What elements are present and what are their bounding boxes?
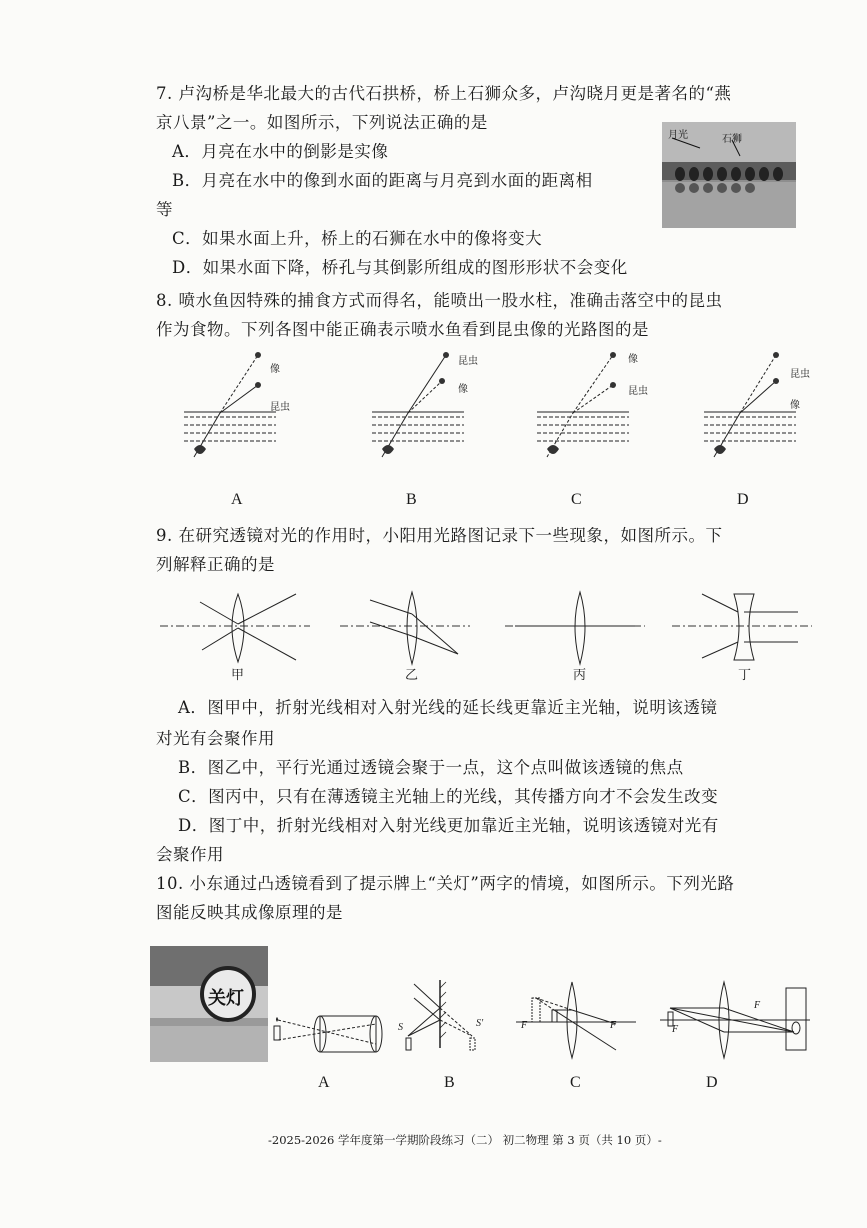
q7-option-d: D．如果水面下降，桥孔与其倒影所组成的图形形状不会变化 bbox=[172, 258, 628, 277]
lens-c-focus-right: F bbox=[610, 1020, 617, 1031]
photo-label-moonlight: 月光 bbox=[668, 130, 688, 141]
lens-label-jia: 甲 bbox=[231, 667, 245, 682]
q10-option-b-label: B bbox=[444, 1074, 455, 1091]
q9-option-a-line2: 对光有会聚作用 bbox=[156, 729, 275, 748]
q7-option-b-line2: 等 bbox=[156, 200, 173, 219]
fish-diagram-c bbox=[533, 345, 633, 470]
q8-option-a-label: A bbox=[231, 491, 243, 508]
magnifier-photo bbox=[150, 946, 268, 1062]
fish-diagram-a bbox=[180, 345, 280, 470]
photo-label-stone-lion: 石狮 bbox=[722, 134, 742, 145]
q9-option-d-line2: 会聚作用 bbox=[156, 845, 224, 864]
q7-stem-line1: 7. 卢沟桥是华北最大的古代石拱桥，桥上石狮众多，卢沟晓月更是著名的“燕 bbox=[156, 84, 732, 103]
lens-label-ding: 丁 bbox=[738, 667, 752, 682]
q9-option-d-line1: D．图丁中，折射光线相对入射光线更加靠近主光轴，说明该透镜对光有 bbox=[178, 816, 719, 835]
mirror-label-s-prime: S' bbox=[476, 1018, 484, 1029]
optics-diagram-a bbox=[270, 1000, 390, 1070]
q8-option-b-label: B bbox=[406, 491, 417, 508]
q10-option-d-label: D bbox=[706, 1074, 718, 1091]
lens-d-focus-left: F bbox=[672, 1024, 679, 1035]
lens-diagram-yi bbox=[340, 588, 470, 668]
lens-diagram-jia bbox=[160, 588, 310, 668]
fig-c-label-image: 像 bbox=[628, 354, 638, 365]
page-footer: -2025-2026 学年度第一学期阶段练习（二） 初二物理 第 3 页（共 10 页）- bbox=[268, 1133, 662, 1147]
fig-a-label-insect: 昆虫 bbox=[270, 402, 290, 413]
lens-d-focus-right: F bbox=[754, 1000, 761, 1011]
q10-option-a-label: A bbox=[318, 1074, 330, 1091]
fig-b-label-image: 像 bbox=[458, 384, 468, 395]
fish-diagram-b bbox=[368, 345, 468, 470]
q7-option-a: A．月亮在水中的倒影是实像 bbox=[172, 142, 389, 161]
fig-d-label-insect: 昆虫 bbox=[790, 369, 810, 380]
lens-label-bing: 丙 bbox=[573, 667, 587, 682]
q9-option-c: C．图丙中，只有在薄透镜主光轴上的光线，其传播方向才不会发生改变 bbox=[178, 787, 719, 806]
q9-option-a-line1: A．图甲中，折射光线相对入射光线的延长线更靠近主光轴，说明该透镜 bbox=[178, 698, 718, 717]
q10-stem-line2: 图能反映其成像原理的是 bbox=[156, 903, 343, 922]
q8-stem-line2: 作为食物。下列各图中能正确表示喷水鱼看到昆虫像的光路图的是 bbox=[156, 320, 649, 339]
q7-option-b-line1: B．月亮在水中的像到水面的距离与月亮到水面的距离相 bbox=[172, 171, 593, 190]
q9-stem-line2: 列解释正确的是 bbox=[156, 555, 275, 574]
q7-option-c: C．如果水面上升，桥上的石狮在水中的像将变大 bbox=[172, 229, 543, 248]
fig-c-label-insect: 昆虫 bbox=[628, 386, 648, 397]
lens-label-yi: 乙 bbox=[405, 667, 419, 682]
q8-option-d-label: D bbox=[737, 491, 749, 508]
lens-diagram-bing bbox=[505, 588, 645, 668]
fig-b-label-insect: 昆虫 bbox=[458, 356, 478, 367]
magnifier-sign-text: 关灯 bbox=[208, 988, 244, 1008]
bridge-photo bbox=[662, 122, 796, 228]
fig-d-label-image: 像 bbox=[790, 400, 800, 411]
fish-diagram-d bbox=[700, 345, 800, 470]
q8-stem-line1: 8. 喷水鱼因特殊的捕食方式而得名，能喷出一股水柱，准确击落空中的昆虫 bbox=[156, 291, 723, 310]
mirror-label-s: S bbox=[398, 1022, 403, 1033]
q10-stem-line1: 10. 小东通过凸透镜看到了提示牌上“关灯”两字的情境，如图所示。下列光路 bbox=[156, 874, 735, 893]
lens-c-focus-left: F bbox=[521, 1020, 528, 1031]
optics-diagram-c bbox=[516, 980, 636, 1060]
lens-diagram-ding bbox=[672, 588, 812, 668]
q9-option-b: B．图乙中，平行光通过透镜会聚于一点，这个点叫做该透镜的焦点 bbox=[178, 758, 684, 777]
q9-stem-line1: 9. 在研究透镜对光的作用时，小阳用光路图记录下一些现象，如图所示。下 bbox=[156, 526, 723, 545]
q10-option-c-label: C bbox=[570, 1074, 581, 1091]
q7-stem-line2: 京八景”之一。如图所示，下列说法正确的是 bbox=[156, 113, 488, 132]
q8-option-c-label: C bbox=[571, 491, 582, 508]
fig-a-label-image: 像 bbox=[270, 364, 280, 375]
optics-diagram-d bbox=[660, 980, 810, 1060]
